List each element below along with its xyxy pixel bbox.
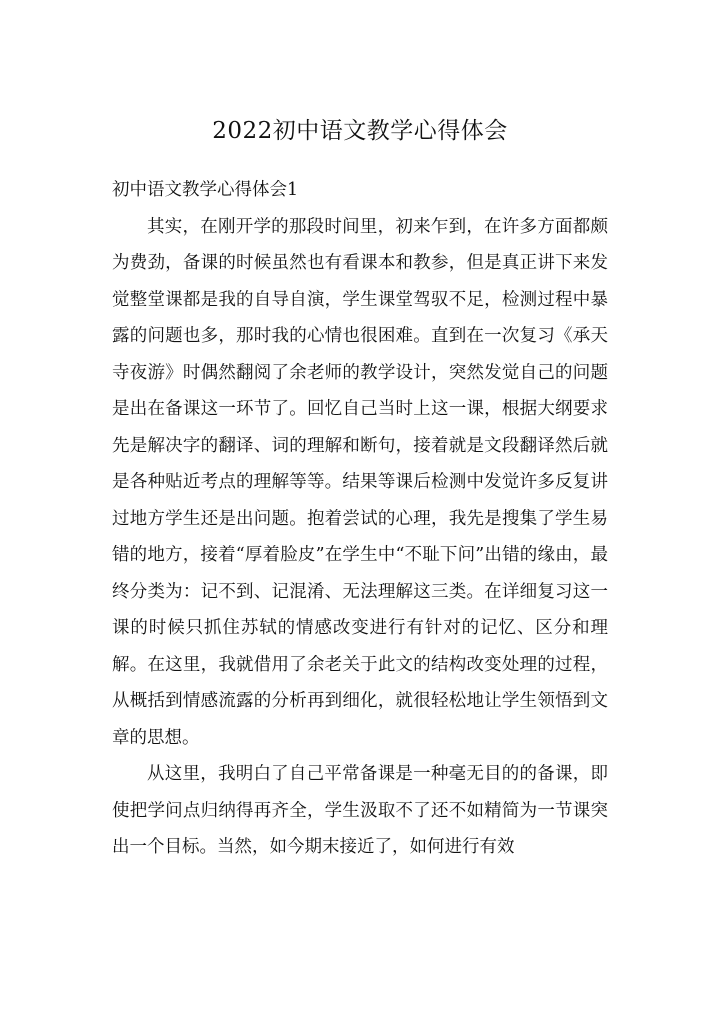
- paragraph-1: 其实，在刚开学的那段时间里，初来乍到，在许多方面都颇为费劲，备课的时候虽然也有看课本和教参，但是真正讲下来发觉整堂课都是我的自导自演，学生课堂驾驭不足，检测过程中暴露的问题也多，那时我的心情也很困难。直到在一次复习《承天寺夜游》时偶然翻阅了余老师的教学设计，突然发觉自己的问题是出在备课这一环节了。回忆自己当时上这一课，根据大纲要求先是解决字的翻译、词的理解和断句，接着就是文段翻译然后就是各种贴近考点的理解等等。结果等课后检测中发觉许多反复讲过地方学生还是出问题。抱着尝试的心理，我先是搜集了学生易错的地方，接着“厚着脸皮”在学生中“不耻下问”出错的缘由，最终分类为：记不到、记混淆、无法理解这三类。在详细复习这一课的时候只抓住苏轼的情感改变进行有针对的记忆、区分和理解。在这里，我就借用了余老关于此文的结构改变处理的过程，从概括到情感流露的分析再到细化，就很轻松地让学生领悟到文章的思想。: [112, 216, 608, 748]
- document-body: [112, 172, 608, 866]
- paragraph-2: 从这里，我明白了自己平常备课是一种毫无目的的备课，即使把学问点归纳得再齐全，学生汲取不了还不如精简为一节课突出一个目标。当然，如今期末接近了，如何进行有效: [112, 764, 608, 857]
- document-title: 2022初中语文教学心得体会: [212, 118, 508, 144]
- section-heading: 初中语文教学心得体会1: [112, 180, 299, 200]
